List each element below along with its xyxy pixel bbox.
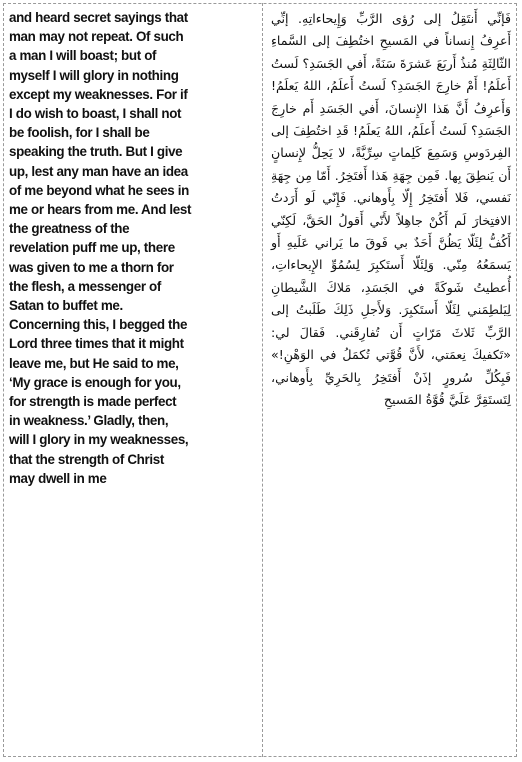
english-passage: and heard secret sayings that man may not repeat. Of such a man I will boast; but of myself I will glory in nothing except my weaknesses. For if I do wish to boast, I shall not be foolish, for I shall be speaking the truth. But I give up, lest any man have an idea of me beyond what he sees in me or hears from me. And lest the greatness of the revelation puff me up, there was given to me a thorn for the flesh, a messenger of Satan to buffet me. Concerning this, I begged the Lord three times that it might leave me, but He said to me, ‘My grace is enough for you, for strength is made perfect in weakness.’ Gladly, then, will I glory in my weaknesses, that the strength of Christ may dwell in me [9,10,192,486]
arabic-passage: فَإنِّي أَنتَقِلُ إلى رُؤى الرَّبِّ وَإِيحاءاتِهِ. إنِّي أَعرِفُ إِنساناً في المَسيحِ اختُطِفَ إلى السَّماءِ الثّالِثَةِ مُنذُ أَربَعَ عَشرَةَ سَنَةً، أَفي الجَسَدِ؟ لَستُ أَعلَمُ! أَمْ خارِجَ الجَسَدِ؟ لَستُ أَعلَمُ، اللهُ يَعلَمُ! وَأَعرِفُ أَنَّ هَذا الإِنسانَ، أَفي الجَسَدِ أَم خارِجَ الجَسَدِ؟ لَستُ أَعلَمُ، اللهُ يَعلَمُ! قَدِ اختُطِفَ إلى الفِردَوسِ وَسَمِعَ كَلِماتٍ سِرِّيَّةً، لا يَحِلُّ لإِنسانٍ أَن يَنطِقَ بِها. فَمِن جِهَةِ هَذا أَفتَخِرُ. أَمّا مِن جِهَةِ نَفسي، فَلا أَفتَخِرُ إِلّا بِأَوهاني. فَإِنّي لَو أَرَدتُ الافتِخارَ لَم أَكُنْ جاهِلاً لأَنّي أَقولُ الحَقَّ، لَكِنّي أَكُفُّ لِئَلّا يَظُنَّ أَحَدٌ بي فَوقَ ما يَراني عَلَيهِ أَو يَسمَعُهُ مِنّي. وَلِئَلّا أَستَكبِرَ لِسُمُوِّ الإِيحاءاتِ، أُعطيتُ شَوكَةً في الجَسَدِ، مَلاكَ الشَّيطانِ لِيَلطِمَني لِئَلّا أَستَكبِرَ. وَلأَجلِ ذَلِكَ طَلَبتُ إلى الرَّبِّ ثَلاثَ مَرّاتٍ أَن تُفارِقَني. فَقالَ لي: «تَكفيكَ نِعمَتي، لأَنَّ قُوَّتي تُكمَلُ في الوَهْنِ!» فَبِكُلِّ سُرورٍ إذَنْ أَفتَخِرُ بِالحَرِيِّ بِأَوهاني، لِتَستَقِرَّ عَلَيَّ قُوَّةُ المَسيحِ [271,11,511,407]
column-divider [262,3,263,757]
